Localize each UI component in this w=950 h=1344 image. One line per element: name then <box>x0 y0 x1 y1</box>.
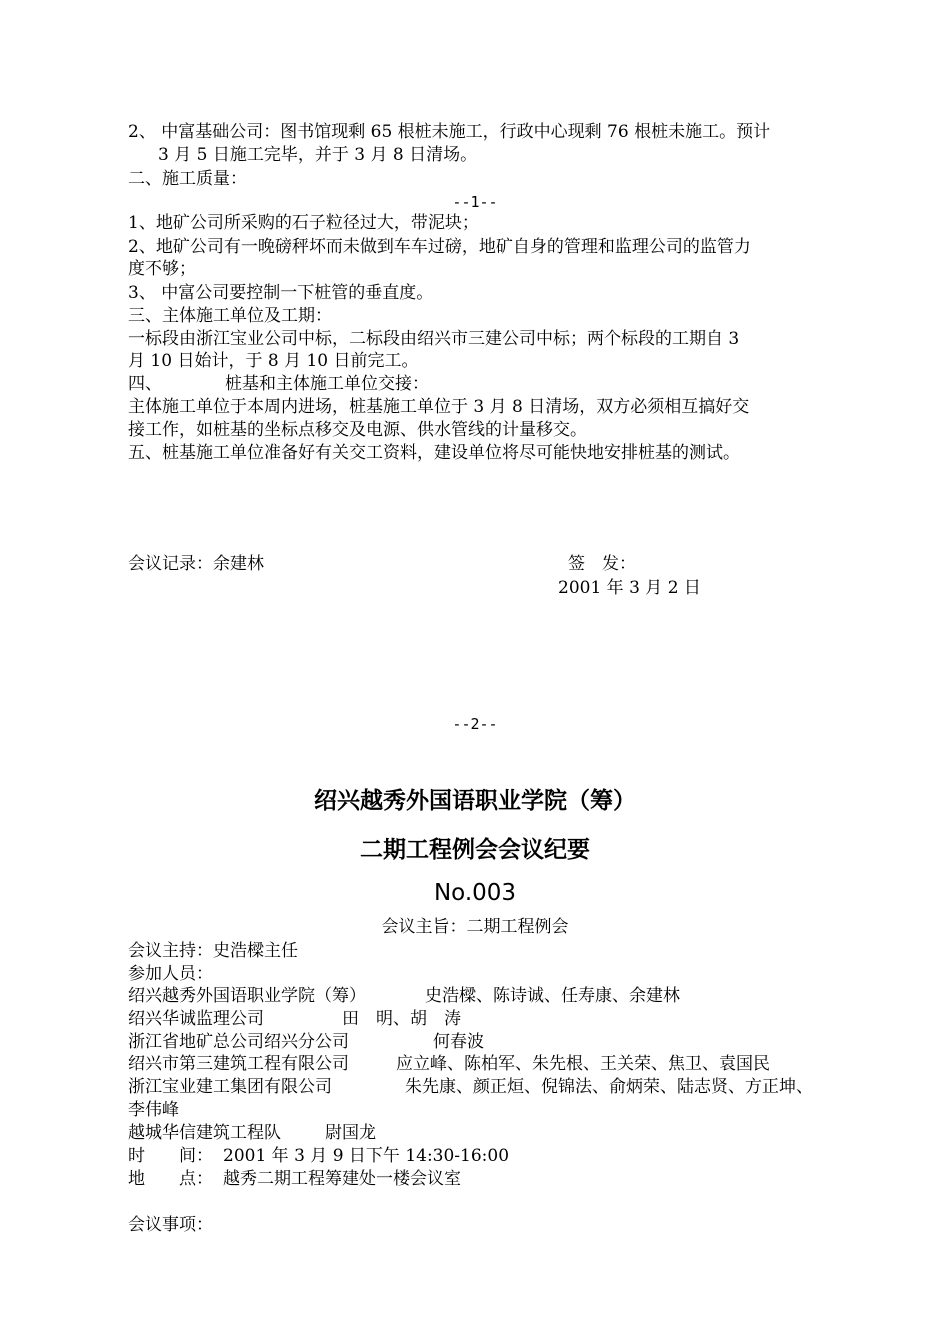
meeting-recorder: 会议记录：余建林 <box>128 554 264 574</box>
attendee-org: 浙江省地矿总公司绍兴分公司 <box>128 1032 349 1052</box>
section5: 五、桩基施工单位准备好有关交工资料，建设单位将尽可能快地安排桩基的测试。 <box>128 443 740 463</box>
meeting-subject: 会议主旨：二期工程例会 <box>381 917 569 937</box>
item2-line1: 2、 中富基础公司：图书馆现剩 65 根桩未施工，行政中心现剩 76 根桩未施工。预计 <box>128 122 771 142</box>
section4-line1: 主体施工单位于本周内进场，桩基施工单位于 3 月 8 日清场，双方必须相互搞好交 <box>128 397 750 417</box>
quality-item-1: 1、地矿公司所采购的石子粒径过大，带泥块； <box>128 213 479 233</box>
time-value: 2001 年 3 月 9 日下午 14:30-16:00 <box>223 1146 510 1166</box>
attendee-people: 田 明、胡 涛 <box>342 1009 461 1029</box>
section3-title: 三、主体施工单位及工期： <box>128 306 332 326</box>
attendees-label: 参加人员： <box>128 964 213 984</box>
section3-line2: 月 10 日始计，于 8 月 10 日前完工。 <box>128 351 419 371</box>
attendee-org: 浙江宝业建工集团有限公司 <box>128 1077 332 1097</box>
place-value: 越秀二期工程筹建处一楼会议室 <box>223 1169 461 1189</box>
quality-item-3: 3、 中富公司要控制一下桩管的垂直度。 <box>128 283 434 303</box>
sign-date: 2001 年 3 月 2 日 <box>558 578 701 598</box>
signer-label: 签 发： <box>568 554 636 574</box>
section4-line2: 接工作，如桩基的坐标点移交及电源、供水管线的计量移交。 <box>128 420 587 440</box>
section4-number: 四、 <box>128 374 162 394</box>
attendee-people-continued: 李伟峰 <box>128 1100 179 1120</box>
attendee-org: 绍兴市第三建筑工程有限公司 <box>128 1054 349 1074</box>
attendee-people: 史浩樑、陈诗诚、任寿康、余建林 <box>425 986 680 1006</box>
section4-title: 桩基和主体施工单位交接： <box>225 374 429 394</box>
document-title-1: 绍兴越秀外国语职业学院（筹） <box>314 788 636 814</box>
attendee-people: 应立峰、陈柏军、朱先根、王关荣、焦卫、袁国民 <box>396 1054 770 1074</box>
time-label: 时 间： <box>128 1146 213 1166</box>
attendee-people: 何春波 <box>433 1032 484 1052</box>
attendee-org: 绍兴越秀外国语职业学院（筹） <box>128 986 366 1006</box>
attendee-people: 尉国龙 <box>325 1123 376 1143</box>
attendee-people: 朱先康、颜正烜、倪锦法、俞炳荣、陆志贤、方正坤、 <box>405 1077 813 1097</box>
quality-item-2-line1: 2、地矿公司有一晚磅秤坏而未做到车车过磅，地矿自身的管理和监理公司的监管力 <box>128 237 751 257</box>
item2-line2: 3 月 5 日施工完毕，并于 3 月 8 日清场。 <box>158 145 478 165</box>
document-number: No.003 <box>433 880 517 906</box>
attendee-org: 绍兴华诚监理公司 <box>128 1009 264 1029</box>
document-title-2: 二期工程例会会议纪要 <box>360 837 590 863</box>
section3-line1: 一标段由浙江宝业公司中标，二标段由绍兴市三建公司中标；两个标段的工期自 3 <box>128 329 740 349</box>
quality-item-2-line2: 度不够； <box>128 259 196 279</box>
meeting-host: 会议主持：史浩樑主任 <box>128 941 298 961</box>
section2-title: 二、施工质量： <box>128 169 247 189</box>
page-marker-1: --1-- <box>452 193 498 211</box>
attendee-org: 越城华信建筑工程队 <box>128 1123 281 1143</box>
page-marker-2: --2-- <box>452 715 498 733</box>
agenda-label: 会议事项： <box>128 1215 213 1235</box>
place-label: 地 点： <box>128 1169 213 1189</box>
